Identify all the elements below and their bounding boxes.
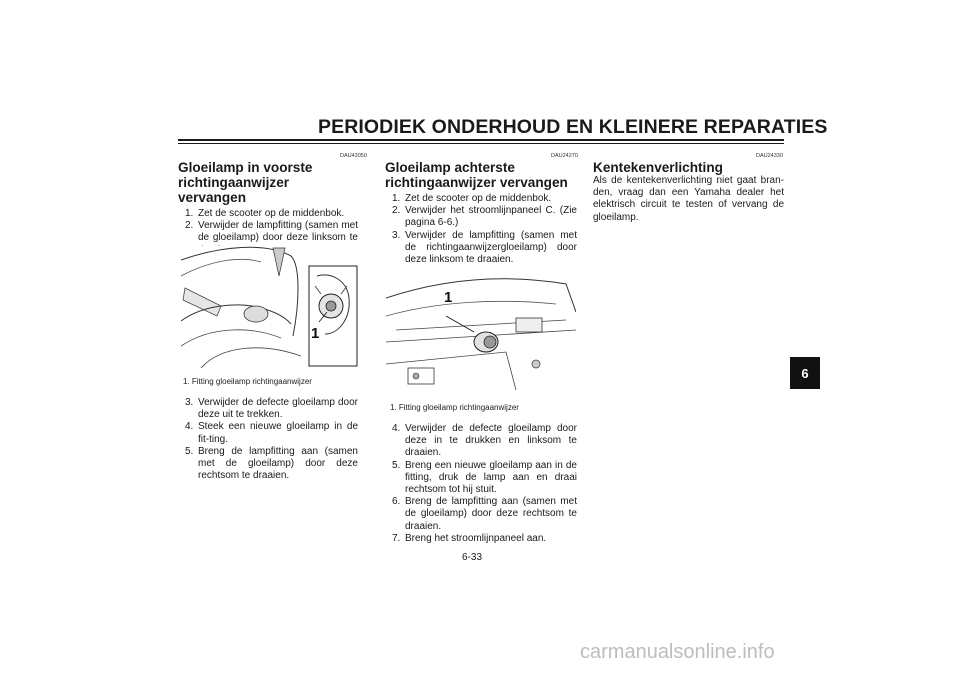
section-heading: Kentekenverlichting — [593, 160, 723, 175]
step-item — [385, 230, 577, 267]
step-text: Zet de scooter op de middenbok. — [405, 193, 552, 204]
section-front-indicator — [178, 160, 358, 257]
step-number: 4. — [392, 423, 401, 434]
section-rear-indicator — [385, 160, 577, 266]
step-text: Verwijder de lampfitting (samen met de richtingaanwijzergloeilamp) door deze linksom te draaien. — [405, 229, 577, 266]
figure-label: 1 — [311, 325, 320, 342]
step-text: Verwijder het stroomlijnpaneel C. (Zie pagina 6-6.) — [405, 205, 577, 229]
section-rear-indicator-cont — [385, 423, 577, 545]
section-body: Als de kentekenverlichting niet gaat bran-den, vraag dan een Yamaha dealer het elektrisch circuit te testen of vervang de gloeilamp. — [593, 175, 784, 223]
figure-rear-indicator — [386, 272, 576, 390]
section-heading — [385, 160, 577, 190]
step-number: 6. — [392, 496, 401, 508]
figure-caption: 1. Fitting gloeilamp richtingaanwijzer — [390, 403, 519, 412]
step-number: 5. — [392, 459, 401, 471]
step-item — [178, 397, 358, 421]
rear-indicator-illustration — [386, 272, 576, 390]
page-header-title: PERIODIEK ONDERHOUD EN KLEINERE REPARATIES — [318, 116, 828, 138]
section-code: DAU24270 — [551, 153, 578, 159]
step-text: Zet de scooter op de middenbok. — [198, 208, 345, 219]
step-item — [385, 205, 577, 229]
step-number: 3. — [392, 229, 401, 241]
step-list — [385, 423, 577, 545]
watermark: carmanualsonline.info — [580, 641, 775, 663]
front-indicator-illustration — [181, 246, 358, 368]
section-code: DAU43050 — [340, 153, 367, 159]
step-number: 7. — [392, 532, 401, 544]
step-text: Verwijder de defecte gloeilamp door deze uit te trekken. — [198, 397, 358, 421]
step-number: 5. — [185, 445, 194, 457]
figure-label: 1 — [444, 289, 453, 306]
figure-caption: 1. Fitting gloeilamp richtingaanwijzer — [183, 377, 312, 386]
step-number: 4. — [185, 421, 194, 433]
step-item — [385, 533, 577, 545]
step-number: 2. — [185, 220, 194, 232]
header-rule-thick — [178, 139, 784, 141]
section-heading — [178, 160, 358, 205]
page-number: 6-33 — [462, 552, 483, 563]
step-text: Breng een nieuwe gloeilamp aan in de fitting, druk de lamp aan en draai rechtsom tot hij stuit. — [405, 459, 577, 496]
heading-line: Gloeilamp in voorste — [178, 160, 313, 175]
step-item — [385, 193, 577, 205]
step-item — [178, 446, 358, 483]
step-item — [178, 208, 358, 220]
section-front-indicator-cont — [178, 397, 358, 482]
step-number: 3. — [185, 397, 194, 408]
step-item — [385, 460, 577, 497]
heading-line: richtingaanwijzer vervangen — [178, 175, 290, 205]
step-number: 2. — [392, 205, 401, 217]
step-item — [178, 421, 358, 445]
step-text: Verwijder de defecte gloeilamp door deze in te drukken en linksom te draaien. — [405, 423, 577, 459]
figure-front-indicator — [181, 246, 358, 368]
step-item — [385, 496, 577, 533]
step-text: Verwijder de lampfitting (samen met de gloeilamp) door deze linksom te — [198, 220, 358, 244]
step-list — [385, 193, 577, 266]
step-list — [178, 397, 358, 482]
heading-line: Gloeilamp achterste — [385, 160, 515, 175]
section-license-light — [593, 160, 784, 224]
chapter-tab: 6 — [790, 357, 820, 389]
step-text: Breng het stroomlijnpaneel aan. — [405, 532, 547, 544]
header-rule-thin — [178, 143, 784, 144]
heading-line: richtingaanwijzer vervangen — [385, 175, 568, 190]
step-number: 1. — [185, 208, 194, 219]
step-text: Steek een nieuwe gloeilamp in de fit-ting. — [198, 421, 358, 445]
section-code: DAU24330 — [756, 153, 783, 159]
step-text: Breng de lampfitting aan (samen met de gloeilamp) door deze rechtsom te draaien. — [198, 445, 358, 482]
step-number: 1. — [392, 193, 401, 204]
step-text: Breng de lampfitting aan (samen met de gloeilamp) door deze rechtsom te draaien. — [405, 496, 577, 532]
step-item — [385, 423, 577, 460]
